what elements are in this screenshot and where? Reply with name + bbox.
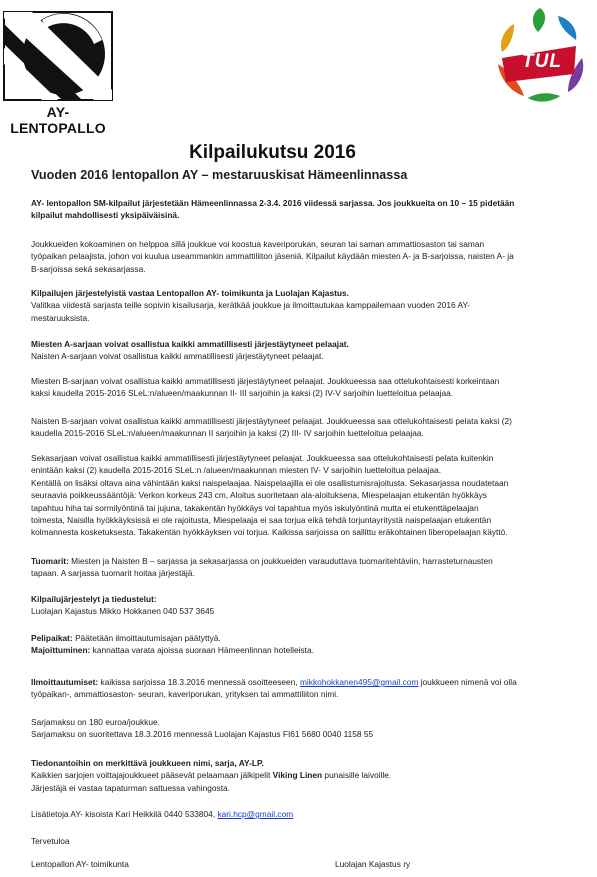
registration-email-link[interactable]: mikkohokkanen495@gmail.com bbox=[299, 677, 419, 687]
page-subtitle: Vuoden 2016 lentopallon AY – mestaruuskisat Hämeenlinnassa bbox=[31, 168, 408, 182]
mixed-line-6: toimesta, Naisilla hyökkäyksissä ei ole rajoitusta, Miespelaaja ei saa torjua eikä tehdä torjuntayritystä naispelaajan etukentän bbox=[31, 515, 492, 526]
series-a-women-text: Naisten A-sarjaan voivat osallistua kaikki ammatillisesti järjestäytyneet pelaajat. bbox=[31, 351, 324, 362]
mixed-line-2: enintään kaksi (2) kaudella 2015-2016 SLeL:n /alueen/maakunnan miesten IV- V sarjoihin luetteloitua pelaajaa. bbox=[31, 465, 442, 476]
mixed-line-3: Kentällä on lisäksi oltava aina vähintään kaksi naispelaajaa. Naispelaajilla ei ole osallistumisrajoitusta. Sekasarjassa noudatetaan bbox=[31, 477, 509, 488]
ay-lentopallo-logo bbox=[2, 10, 114, 136]
referees-label: Tuomarit: bbox=[31, 556, 69, 566]
intro-line-1: AY- lentopallon SM-kilpailut järjestetään Hämeenlinnassa 2-3.4. 2016 viidessä sarjassa. Jos joukkueita on 10 – 15 pidetään bbox=[31, 198, 515, 208]
venue-text: Päätetään ilmoittautumisajan päätyttyä. bbox=[72, 633, 221, 643]
mixed-line-1: Sekasarjaan voivat osallistua kaikki ammatillisesti järjestäytyneet pelaajat. Joukkueessa saa ottelukohtaisesti pelata kuitenkin bbox=[31, 453, 494, 463]
notes-paragraph bbox=[31, 757, 566, 794]
notes-line-1: Tiedonantoihin on merkittävä joukkueen nimi, sarja, AY-LP. bbox=[31, 758, 264, 768]
series-women-b-line-1: Naisten B-sarjaan voivat osallistua kaikki ammatillisesti järjestäytyneet pelaajat. Joukkueessa saa ottelukohtaisesti pelata kaksi (2) bbox=[31, 416, 512, 426]
tul-logo-text: TUL bbox=[522, 51, 562, 72]
series-women-b-paragraph bbox=[31, 415, 566, 440]
organizers-line-1: Kilpailujen järjestelyistä vastaa Lentopallon AY- toimikunta ja Luolajan Kajastus. bbox=[31, 288, 349, 298]
intro-line-2: kilpailut mahdollisesti yksipäiväisinä. bbox=[31, 210, 180, 221]
signature-right: Luolajan Kajastus ry bbox=[335, 859, 411, 869]
welcome-text bbox=[31, 835, 566, 847]
notes-line-2-text: Kaikkien sarjojen voittajajoukkueet pääsevät pelaamaan jälkipelit bbox=[31, 770, 273, 781]
mixed-line-7: kolmannesta kosketuksesta. Takakentän hyökkäyksen voi torjua. Kaikissa sarjoissa on sallittu eräkohtainen liberopelaajan käyttö. bbox=[31, 527, 508, 538]
mixed-line-5: tapahtuu hiha tai sormilyöntinä tai jujuna, takakentän hyökkäys voi tapahtua myös iskulyöntinä mutta ei etukenttäpelaajan bbox=[31, 502, 479, 513]
fee-payment-info: Sarjamaksu on suoritettava 18.3.2016 mennessä Luolajan Kajastus FI61 5680 0040 1158 55 bbox=[31, 729, 374, 740]
referees-paragraph bbox=[31, 555, 566, 580]
registration-label: Ilmoittautumiset: bbox=[31, 677, 99, 687]
organizers-line-2: Valitkaa viidestä sarjasta teille sopivin kisailusarja, kerätkää joukkue ja ilmoittautukaa kamppailemaan vuoden 2016 AY- bbox=[31, 300, 471, 311]
teams-line-2: työpaikan pelaajista, johon voi kuulua useammankin ammattiliiton jäseniä. Kilpailut käydään miesten A- ja B-sarjoissa, naisten A- ja bbox=[31, 251, 514, 262]
intro-paragraph bbox=[31, 197, 566, 222]
logo-left-label: AY-LENTOPALLO bbox=[10, 104, 106, 136]
venue-label: Pelipaikat: bbox=[31, 633, 73, 643]
registration-line-2: työpaikan-, ammattiosaston- seuran, kaveriporukan, yrityksen tai ammattiliiton nimi. bbox=[31, 689, 339, 700]
welcome-line: Tervetuloa bbox=[31, 836, 70, 846]
info-paragraph bbox=[31, 808, 566, 820]
tul-logo bbox=[488, 6, 592, 106]
teams-paragraph bbox=[31, 238, 566, 275]
series-men-b-paragraph bbox=[31, 375, 566, 400]
series-a-men-text: Miesten A-sarjaan voivat osallistua kaikki ammatillisesti järjestäytyneet pelaajat. bbox=[31, 339, 349, 349]
organizers-line-3: mestaruuksista. bbox=[31, 312, 90, 323]
series-men-b-line-1: Miesten B-sarjaan voivat osallistua kaikki ammatillisesti järjestäytyneet pelaajat. Joukkueessa saa ottelukohtaisesti korkeintaan bbox=[31, 376, 500, 386]
referees-line-2: tapaan. A sarjassa tuomarit hoitaa järjestäjä. bbox=[31, 568, 195, 579]
signature-left: Lentopallon AY- toimikunta bbox=[31, 859, 129, 869]
teams-line-3: B-sarjoissa sekä sekasarjassa. bbox=[31, 263, 146, 274]
mixed-line-4: seuraavia poikkeussääntöjä: Verkon korkeus 243 cm, Aloitus suoritetaan ala-aloituksena, Miespelaajan etukentän hyökkäys bbox=[31, 490, 487, 501]
series-men-b-line-2: kaksi kaudella 2015-2016 SLeL:n/alueen/maakunnan II- III sarjoihin ja kaksi (2) IV-V sarjoihin luetteloitua pelaajaa. bbox=[31, 388, 454, 399]
fee-amount: Sarjamaksu on 180 euroa/joukkue. bbox=[31, 717, 160, 727]
series-women-b-line-2: kaudella 2015-2016 SLeL:n/alueen/maakunnan II sarjoihin ja kaksi (2) III- IV sarjoihin luetteloitua pelaajaa. bbox=[31, 428, 424, 439]
info-text: Lisätietoja AY- kisoista Kari Heikkilä 0440 533804, bbox=[31, 809, 218, 819]
venue-paragraph bbox=[31, 632, 566, 657]
registration-text-2: joukkueen nimenä voi olla bbox=[418, 677, 517, 687]
accommodation-text: kannattaa varata ajoissa suoraan Hämeenlinnan hotelleista. bbox=[90, 645, 314, 656]
info-email-link[interactable]: kari.hcp@gmail.com bbox=[217, 809, 294, 819]
series-a-paragraph bbox=[31, 338, 566, 363]
contact-person: Luolajan Kajastus Mikko Hokkanen 040 537 3645 bbox=[31, 606, 215, 617]
registration-paragraph bbox=[31, 676, 566, 701]
series-a-men bbox=[31, 338, 566, 350]
accommodation-label: Majoittuminen: bbox=[31, 645, 91, 656]
referees-line-1: Miesten ja Naisten B – sarjassa ja sekasarjassa on joukkueiden varauduttava tuomaritehtäviin, harrasteturnausten bbox=[68, 556, 493, 566]
notes-line-2-end: punaisille laivoille. bbox=[322, 770, 392, 781]
page-title: Kilpailukutsu 2016 bbox=[189, 142, 356, 163]
registration-text: kaikissa sarjoissa 18.3.2016 mennessä osoitteeseen, bbox=[98, 677, 300, 687]
notes-viking-line: Viking Linen bbox=[272, 770, 323, 781]
series-a-women bbox=[31, 350, 566, 362]
organizers-paragraph bbox=[31, 287, 566, 324]
fee-paragraph bbox=[31, 716, 566, 741]
notes-line-3: Järjestäjä ei vastaa tapaturman sattuessa vahingosta. bbox=[31, 782, 230, 793]
volleyball-emblem-icon bbox=[2, 10, 114, 102]
mixed-series-paragraph bbox=[31, 452, 566, 539]
contact-heading: Kilpailujärjestelyt ja tiedustelut: bbox=[31, 594, 157, 604]
teams-line-1: Joukkueiden kokoaminen on helppoa sillä joukkue voi koostua kaveriporukan, seuran tai saman ammattiosaston tai saman bbox=[31, 239, 485, 249]
contact-paragraph bbox=[31, 593, 566, 618]
